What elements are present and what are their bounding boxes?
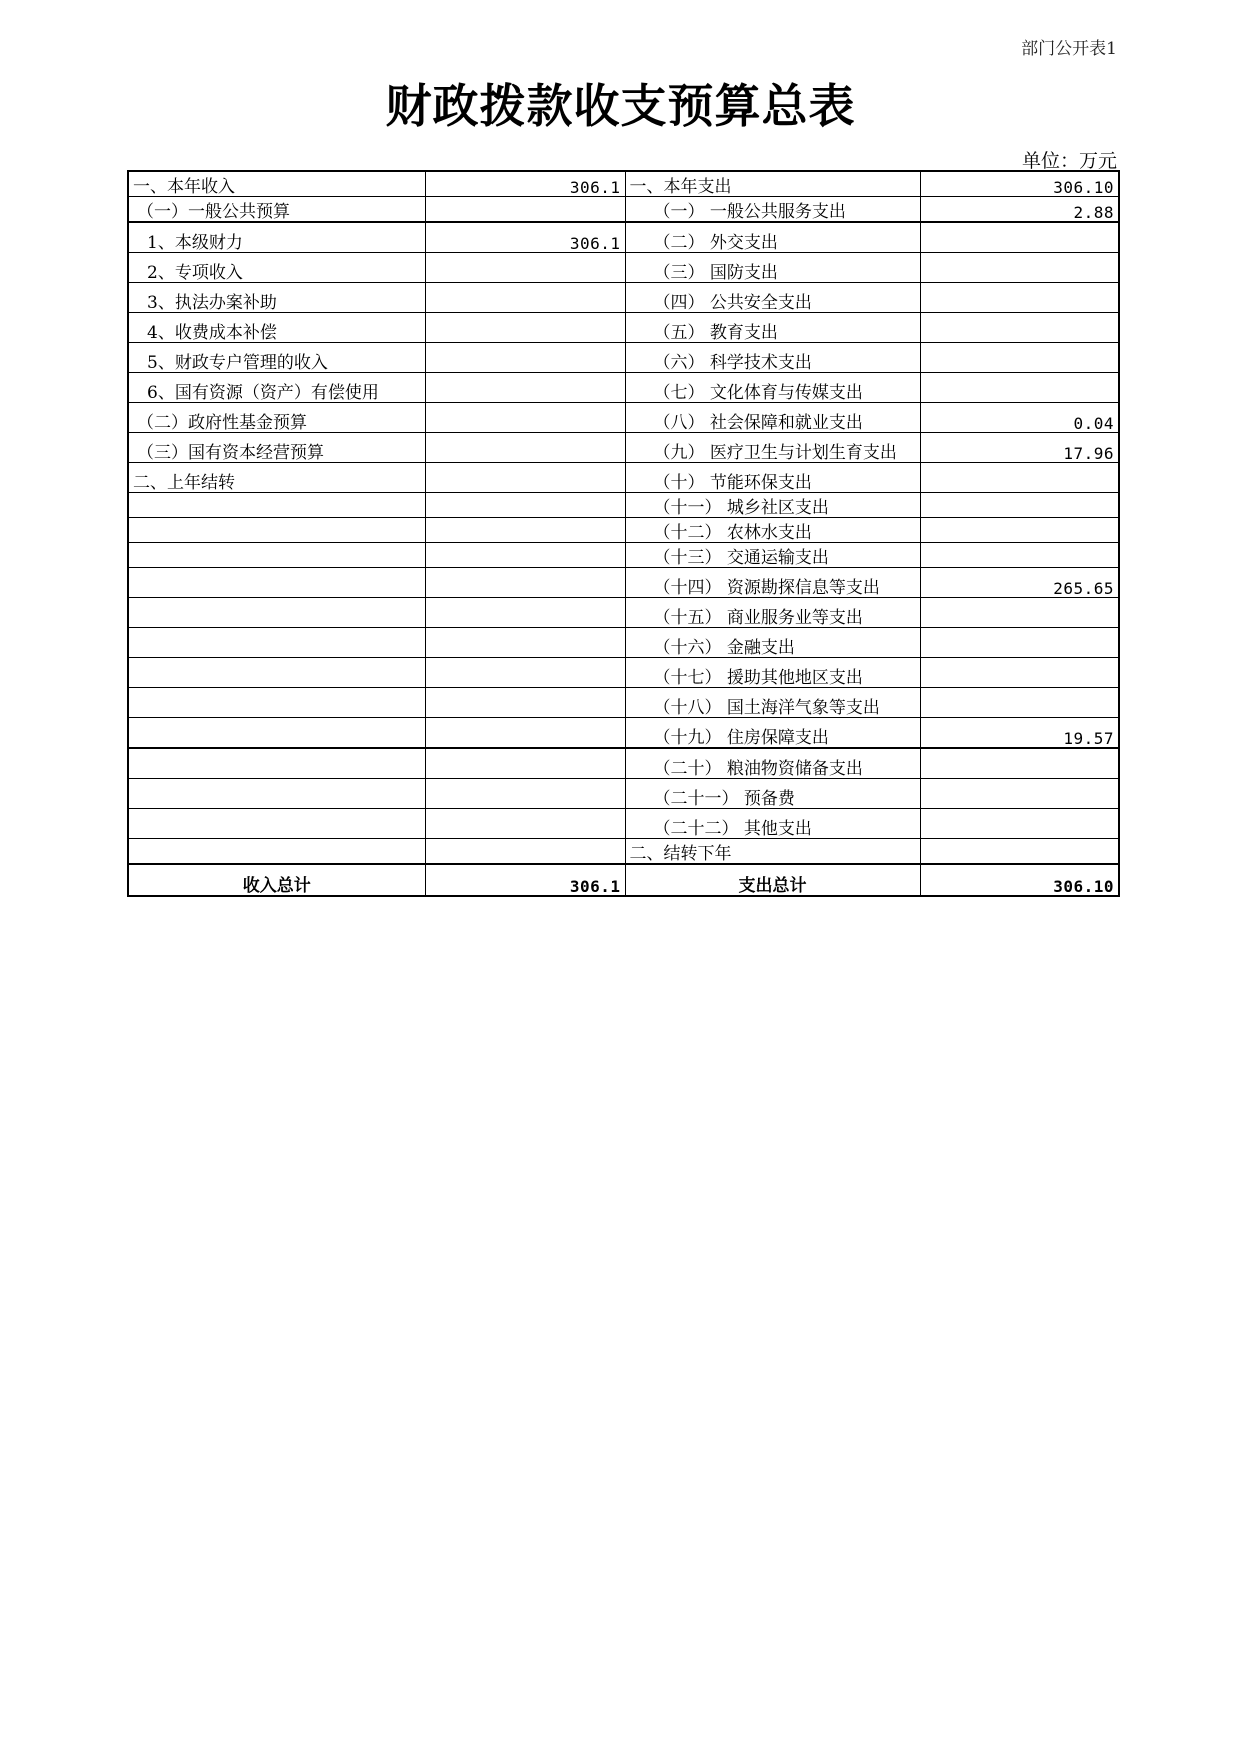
expense-total-label: 支出总计 bbox=[625, 864, 920, 896]
expense-label-cell: 一、本年支出 bbox=[625, 171, 920, 197]
expense-value-cell bbox=[920, 493, 1119, 518]
expense-value-cell bbox=[920, 658, 1119, 688]
expense-value-cell bbox=[920, 748, 1119, 779]
expense-value-cell bbox=[920, 543, 1119, 568]
income-value-cell bbox=[425, 568, 625, 598]
expense-value-cell bbox=[920, 463, 1119, 493]
table-row bbox=[128, 171, 1119, 197]
expense-label-cell: （六） 科学技术支出 bbox=[625, 343, 920, 373]
table-row bbox=[128, 197, 1119, 223]
expense-label-cell: （二） 外交支出 bbox=[625, 222, 920, 253]
expense-value-cell bbox=[920, 222, 1119, 253]
table-row bbox=[128, 283, 1119, 313]
budget-table-body bbox=[128, 171, 1119, 896]
income-label-cell bbox=[128, 598, 425, 628]
totals-row bbox=[128, 864, 1119, 896]
table-row bbox=[128, 688, 1119, 718]
unit-label: 单位：万元 bbox=[1021, 150, 1117, 172]
income-value-cell bbox=[425, 748, 625, 779]
expense-value-cell bbox=[920, 839, 1119, 865]
income-value-cell bbox=[425, 628, 625, 658]
expense-label-cell: （十八） 国土海洋气象等支出 bbox=[625, 688, 920, 718]
expense-value-cell bbox=[920, 373, 1119, 403]
budget-table bbox=[127, 170, 1120, 897]
income-label-cell: （二）政府性基金预算 bbox=[128, 403, 425, 433]
table-row bbox=[128, 373, 1119, 403]
income-label-cell: 5、财政专户管理的收入 bbox=[128, 343, 425, 373]
table-row bbox=[128, 313, 1119, 343]
expense-value-cell bbox=[920, 343, 1119, 373]
income-label-cell bbox=[128, 493, 425, 518]
expense-label-cell: （二十） 粮油物资储备支出 bbox=[625, 748, 920, 779]
expense-label-cell: （九） 医疗卫生与计划生育支出 bbox=[625, 433, 920, 463]
expense-total-value: 306.10 bbox=[920, 864, 1119, 896]
table-row bbox=[128, 433, 1119, 463]
expense-value-cell bbox=[920, 313, 1119, 343]
income-label-cell bbox=[128, 839, 425, 865]
income-value-cell bbox=[425, 658, 625, 688]
income-value-cell bbox=[425, 253, 625, 283]
income-label-cell: 3、执法办案补助 bbox=[128, 283, 425, 313]
expense-label-cell: （十一） 城乡社区支出 bbox=[625, 493, 920, 518]
expense-label-cell: （五） 教育支出 bbox=[625, 313, 920, 343]
table-row bbox=[128, 598, 1119, 628]
expense-value-cell bbox=[920, 688, 1119, 718]
income-label-cell bbox=[128, 568, 425, 598]
income-value-cell bbox=[425, 197, 625, 223]
income-label-cell: 2、专项收入 bbox=[128, 253, 425, 283]
income-label-cell bbox=[128, 779, 425, 809]
income-value-cell bbox=[425, 403, 625, 433]
income-label-cell: 6、国有资源（资产）有偿使用 bbox=[128, 373, 425, 403]
expense-value-cell bbox=[920, 283, 1119, 313]
expense-label-cell: （十五） 商业服务业等支出 bbox=[625, 598, 920, 628]
income-value-cell bbox=[425, 809, 625, 839]
table-row bbox=[128, 748, 1119, 779]
expense-label-cell: （四） 公共安全支出 bbox=[625, 283, 920, 313]
table-row bbox=[128, 658, 1119, 688]
income-value-cell bbox=[425, 313, 625, 343]
expense-value-cell: 17.96 bbox=[920, 433, 1119, 463]
income-value-cell bbox=[425, 543, 625, 568]
income-label-cell bbox=[128, 748, 425, 779]
income-label-cell bbox=[128, 658, 425, 688]
expense-value-cell: 19.57 bbox=[920, 718, 1119, 749]
income-value-cell bbox=[425, 373, 625, 403]
income-value-cell bbox=[425, 779, 625, 809]
expense-label-cell: （七） 文化体育与传媒支出 bbox=[625, 373, 920, 403]
income-value-cell bbox=[425, 718, 625, 749]
income-label-cell: 二、上年结转 bbox=[128, 463, 425, 493]
income-label-cell bbox=[128, 543, 425, 568]
table-row bbox=[128, 779, 1119, 809]
expense-label-cell: （二十一） 预备费 bbox=[625, 779, 920, 809]
expense-value-cell bbox=[920, 628, 1119, 658]
expense-label-cell: （八） 社会保障和就业支出 bbox=[625, 403, 920, 433]
income-label-cell bbox=[128, 809, 425, 839]
expense-value-cell bbox=[920, 809, 1119, 839]
income-value-cell bbox=[425, 518, 625, 543]
table-row bbox=[128, 628, 1119, 658]
income-value-cell bbox=[425, 433, 625, 463]
income-value-cell bbox=[425, 598, 625, 628]
expense-value-cell: 265.65 bbox=[920, 568, 1119, 598]
expense-label-cell: （十七） 援助其他地区支出 bbox=[625, 658, 920, 688]
expense-label-cell: （十六） 金融支出 bbox=[625, 628, 920, 658]
table-row bbox=[128, 518, 1119, 543]
expense-label-cell: （十） 节能环保支出 bbox=[625, 463, 920, 493]
income-label-cell: （一）一般公共预算 bbox=[128, 197, 425, 223]
income-value-cell bbox=[425, 283, 625, 313]
income-label-cell: 1、本级财力 bbox=[128, 222, 425, 253]
income-value-cell bbox=[425, 343, 625, 373]
income-total-value: 306.1 bbox=[425, 864, 625, 896]
income-value-cell bbox=[425, 839, 625, 865]
table-row bbox=[128, 543, 1119, 568]
table-row bbox=[128, 839, 1119, 865]
income-value-cell: 306.1 bbox=[425, 171, 625, 197]
page-title: 财政拨款收支预算总表 bbox=[385, 79, 856, 133]
income-label-cell bbox=[128, 718, 425, 749]
income-value-cell bbox=[425, 493, 625, 518]
table-row bbox=[128, 493, 1119, 518]
form-code: 部门公开表1 bbox=[1021, 39, 1117, 59]
expense-value-cell: 306.10 bbox=[920, 171, 1119, 197]
expense-value-cell: 0.04 bbox=[920, 403, 1119, 433]
income-label-cell bbox=[128, 518, 425, 543]
expense-label-cell: （十九） 住房保障支出 bbox=[625, 718, 920, 749]
table-row bbox=[128, 718, 1119, 749]
table-row bbox=[128, 222, 1119, 253]
expense-label-cell: （十三） 交通运输支出 bbox=[625, 543, 920, 568]
income-label-cell: （三）国有资本经营预算 bbox=[128, 433, 425, 463]
expense-label-cell: 二、结转下年 bbox=[625, 839, 920, 865]
expense-value-cell bbox=[920, 598, 1119, 628]
income-label-cell: 一、本年收入 bbox=[128, 171, 425, 197]
table-row bbox=[128, 253, 1119, 283]
table-row bbox=[128, 403, 1119, 433]
income-label-cell bbox=[128, 628, 425, 658]
expense-value-cell bbox=[920, 253, 1119, 283]
table-row bbox=[128, 809, 1119, 839]
expense-label-cell: （十四） 资源勘探信息等支出 bbox=[625, 568, 920, 598]
income-label-cell bbox=[128, 688, 425, 718]
expense-label-cell: （二十二） 其他支出 bbox=[625, 809, 920, 839]
income-value-cell: 306.1 bbox=[425, 222, 625, 253]
income-value-cell bbox=[425, 688, 625, 718]
expense-label-cell: （三） 国防支出 bbox=[625, 253, 920, 283]
expense-value-cell bbox=[920, 518, 1119, 543]
table-row bbox=[128, 343, 1119, 373]
expense-label-cell: （十二） 农林水支出 bbox=[625, 518, 920, 543]
income-value-cell bbox=[425, 463, 625, 493]
income-total-label: 收入总计 bbox=[128, 864, 425, 896]
table-row bbox=[128, 463, 1119, 493]
expense-label-cell: （一） 一般公共服务支出 bbox=[625, 197, 920, 223]
table-row bbox=[128, 568, 1119, 598]
income-label-cell: 4、收费成本补偿 bbox=[128, 313, 425, 343]
expense-value-cell bbox=[920, 779, 1119, 809]
expense-value-cell: 2.88 bbox=[920, 197, 1119, 223]
